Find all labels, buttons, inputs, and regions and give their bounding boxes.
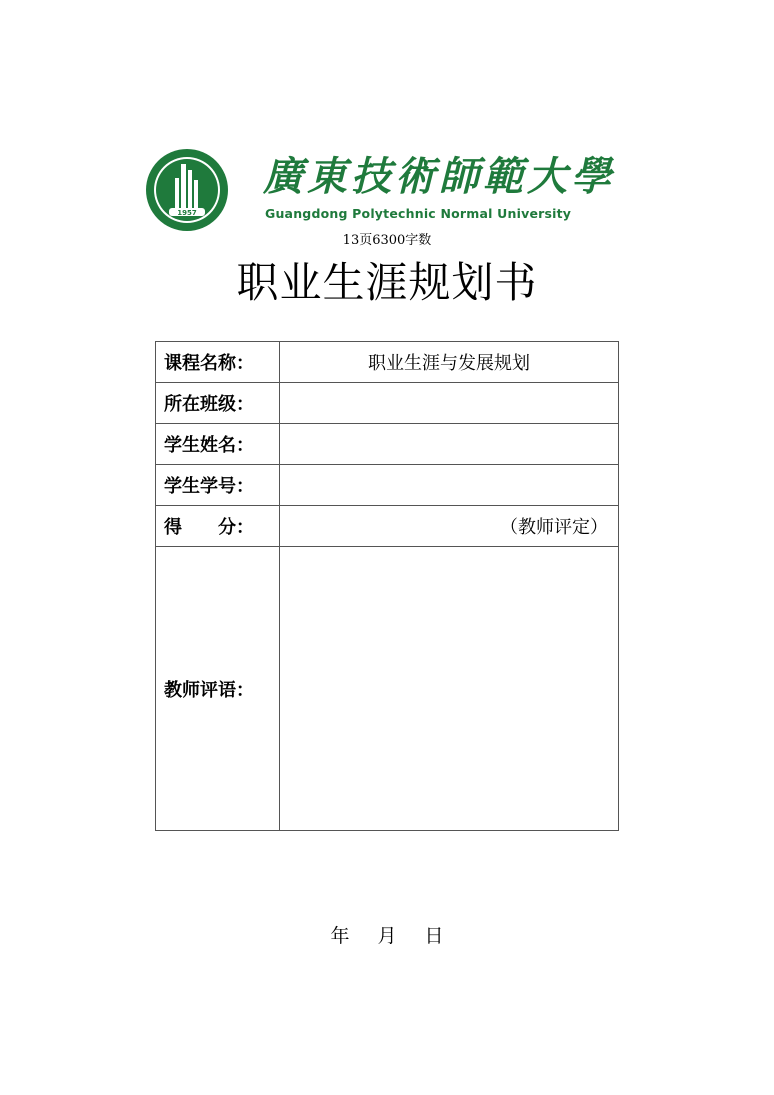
seal-year: 1957 — [177, 209, 197, 217]
class-field[interactable] — [280, 383, 619, 424]
student-id-label: 学生学号： — [156, 465, 280, 506]
document-title: 职业生涯规划书 — [236, 258, 538, 307]
course-label: 课程名称： — [156, 342, 280, 383]
date-month: 月 — [377, 925, 397, 947]
table-row-course — [156, 342, 619, 383]
university-name-cn: 廣東技術師範大學 — [263, 153, 615, 200]
date-line — [0, 921, 774, 948]
date-year: 年 — [330, 925, 350, 947]
university-header — [145, 148, 615, 230]
course-field[interactable]: 职业生涯与发展规划 — [280, 342, 619, 383]
page-word-count: 13页6300字数 — [342, 233, 432, 248]
date-day: 日 — [424, 925, 444, 947]
student-id-field[interactable] — [280, 465, 619, 506]
name-field[interactable] — [280, 424, 619, 465]
comment-label: 教师评语： — [156, 547, 280, 831]
cover-form-table — [155, 341, 619, 831]
score-label-part1: 得 — [164, 517, 182, 538]
score-label-part2: 分： — [218, 517, 254, 538]
table-row-name — [156, 424, 619, 465]
university-seal-icon — [145, 148, 229, 232]
score-label — [156, 506, 280, 547]
score-field[interactable]: （教师评定） — [280, 506, 619, 547]
university-name-en: Guangdong Polytechnic Normal University — [265, 206, 572, 221]
table-row-score — [156, 506, 619, 547]
class-label: 所在班级： — [156, 383, 280, 424]
name-label: 学生姓名： — [156, 424, 280, 465]
table-row-comment — [156, 547, 619, 831]
table-row-class — [156, 383, 619, 424]
comment-field[interactable] — [280, 547, 619, 831]
table-row-student-id — [156, 465, 619, 506]
